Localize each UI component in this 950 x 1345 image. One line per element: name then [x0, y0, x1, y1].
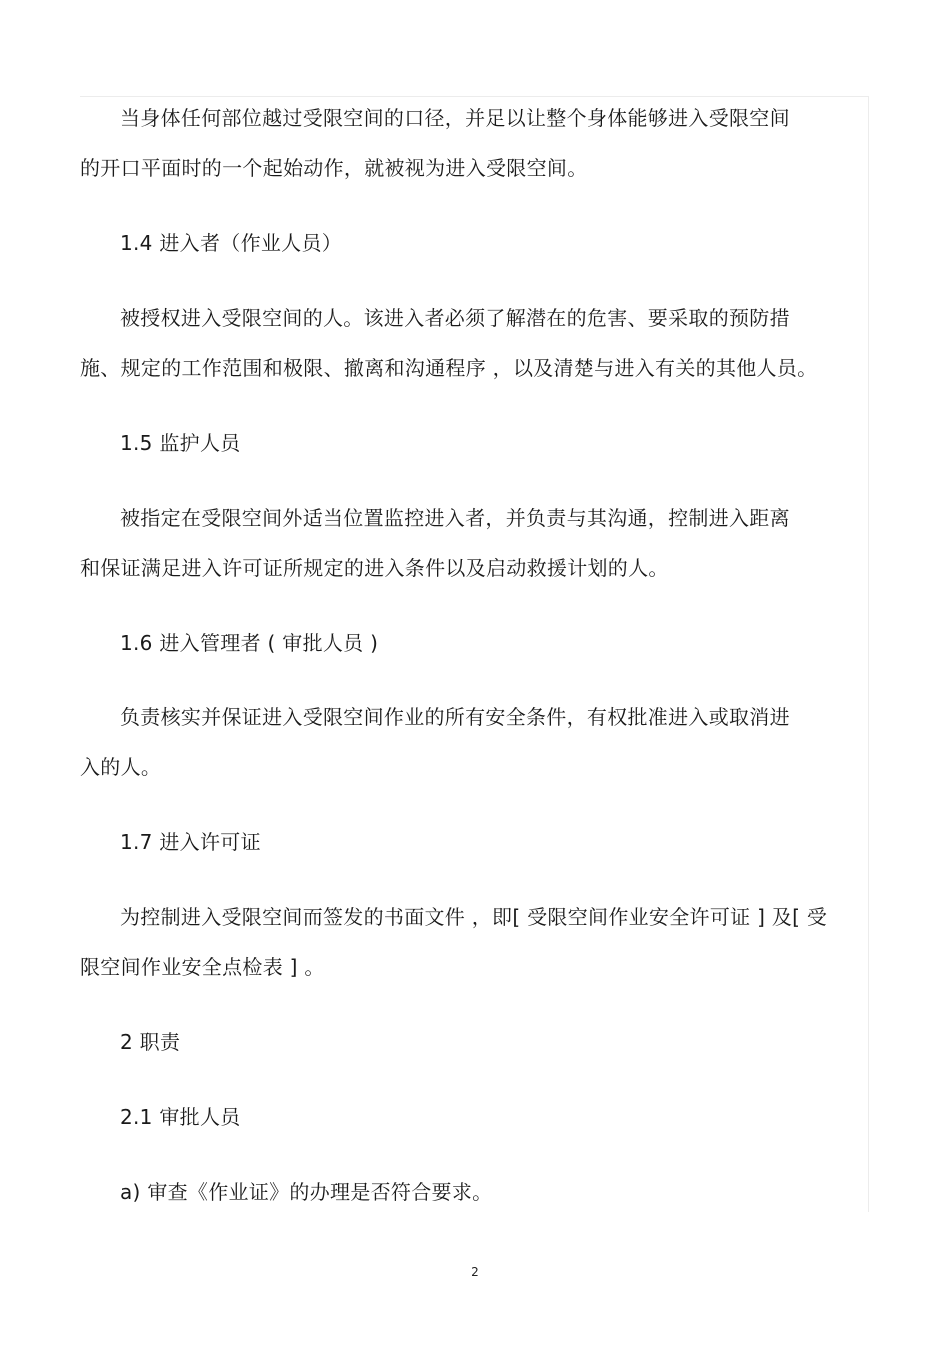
- page-number: 2: [471, 1265, 479, 1279]
- paragraph-line: 施、规定的工作范围和极限、撤离和沟通程序 ，以及清楚与进入有关的其他人员。: [80, 356, 818, 380]
- paragraph-line: 被授权进入受限空间的人。该进入者必须了解潜在的危害、要采取的预防措: [120, 306, 790, 330]
- paragraph-line: 和保证满足进入许可证所规定的进入条件以及启动救援计划的人。: [80, 556, 669, 580]
- paragraph-line: 被指定在受限空间外适当位置监控进入者，并负责与其沟通，控制进入距离: [120, 506, 790, 530]
- section-heading-1-4: 1.4 进入者（作业人员）: [120, 231, 343, 255]
- paragraph-line: 当身体任何部位越过受限空间的口径，并足以让整个身体能够进入受限空间: [120, 106, 790, 130]
- section-heading-2-1: 2.1 审批人员: [120, 1105, 241, 1129]
- paragraph-line: 负责核实并保证进入受限空间作业的所有安全条件，有权批准进入或取消进: [120, 705, 790, 729]
- paragraph-line: 为控制进入受限空间而签发的书面文件 ，即[ 受限空间作业安全许可证 ] 及[ 受: [120, 905, 828, 929]
- paragraph-line: 限空间作业安全点检表 ] 。: [80, 955, 325, 979]
- section-heading-1-7: 1.7 进入许可证: [120, 830, 261, 854]
- section-heading-1-5: 1.5 监护人员: [120, 431, 241, 455]
- paragraph-line: 的开口平面时的一个起始动作，就被视为进入受限空间。: [80, 156, 588, 180]
- section-heading-2: 2 职责: [120, 1030, 181, 1054]
- section-heading-1-6: 1.6 进入管理者 ( 审批人员 ): [120, 631, 379, 655]
- list-item: a) 审查《作业证》的办理是否符合要求。: [120, 1180, 493, 1204]
- paragraph-line: 入的人。: [80, 755, 162, 779]
